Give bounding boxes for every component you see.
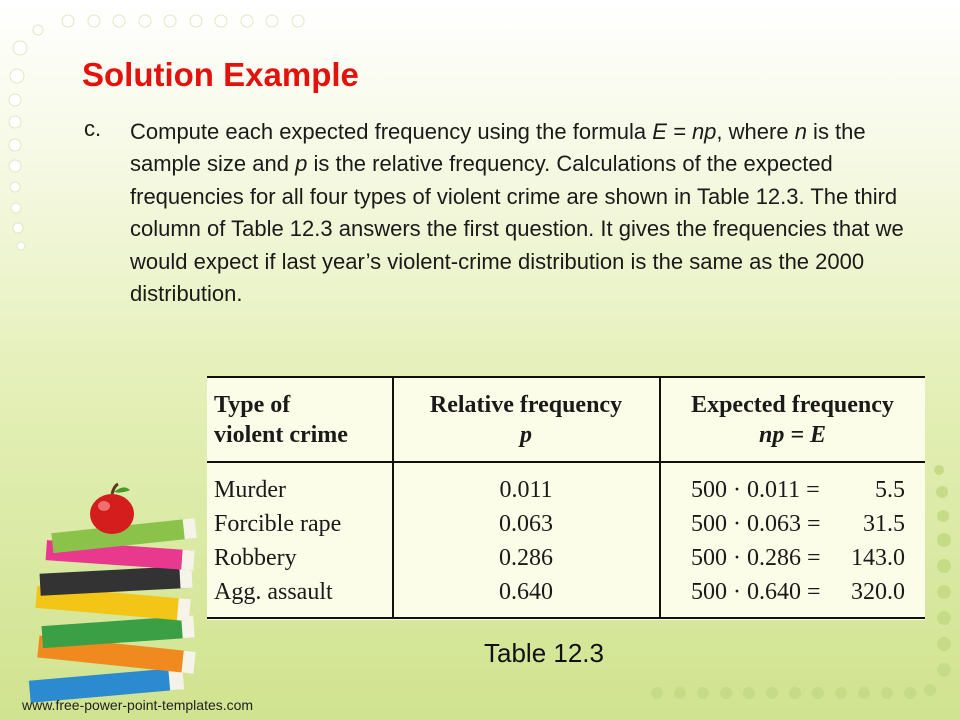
table-caption: Table 12.3 — [484, 638, 604, 668]
row-3-type: Robbery — [214, 545, 297, 571]
row-3-expression: 500 · 0.286 = — [691, 545, 821, 571]
table-header-rule — [207, 461, 925, 463]
expected-frequency-table — [207, 376, 925, 620]
row-4-expression: 500 · 0.640 = — [691, 579, 821, 605]
header-relfreq-line2: p — [520, 422, 532, 448]
row-1-expected-value: 5.5 — [875, 477, 905, 503]
row-4-expected-value: 320.0 — [851, 579, 905, 605]
row-1-expression: 500 · 0.011 = — [691, 477, 820, 503]
row-2-expression: 500 · 0.063 = — [691, 511, 821, 537]
header-relfreq-line1: Relative frequency — [429, 392, 623, 418]
row-3-relative-frequency: 0.286 — [499, 545, 553, 571]
row-1-type: Murder — [214, 477, 286, 503]
row-4-relative-frequency: 0.640 — [499, 579, 553, 605]
body-text-1: Compute each expected frequency using the formula — [130, 119, 653, 144]
body-text-3: is the sample size and — [130, 119, 866, 177]
row-2-type: Forcible rape — [214, 511, 342, 537]
slide-title: Solution Example — [82, 56, 359, 93]
formula: E = np — [652, 119, 717, 144]
body-text-2: , where — [716, 119, 795, 144]
header-type-line2: violent crime — [214, 422, 348, 448]
variable-n: n — [794, 119, 807, 144]
row-2-relative-frequency: 0.063 — [499, 511, 553, 537]
table-bottom-rule — [207, 617, 925, 619]
header-expfreq-line1: Expected frequency — [691, 392, 894, 418]
footer-url: www.free-power-point-templates.com — [22, 697, 254, 713]
stack-of-books-with-apple-icon — [0, 480, 260, 720]
header-expfreq-line2: np = E — [758, 422, 827, 448]
body-text-4: is the relative frequency. Calculations of the expected frequencies for all four types of violent crime are shown in Table 12.3. The third column of Table 12.3 answers the first question. It gives the frequencies that we would expect if last year’s violent-crime distribution is the same as the 2000 distribution. — [130, 151, 904, 307]
row-3-expected-value: 143.0 — [851, 545, 905, 571]
body-paragraph — [130, 116, 930, 310]
header-type-line1: Type of — [214, 392, 291, 418]
row-1-relative-frequency: 0.011 — [499, 477, 553, 503]
table-top-rule — [207, 376, 925, 378]
row-2-expected-value: 31.5 — [863, 511, 905, 537]
variable-p: p — [295, 151, 308, 177]
row-4-type: Agg. assault — [214, 579, 333, 605]
list-item-marker: c. — [84, 116, 102, 141]
